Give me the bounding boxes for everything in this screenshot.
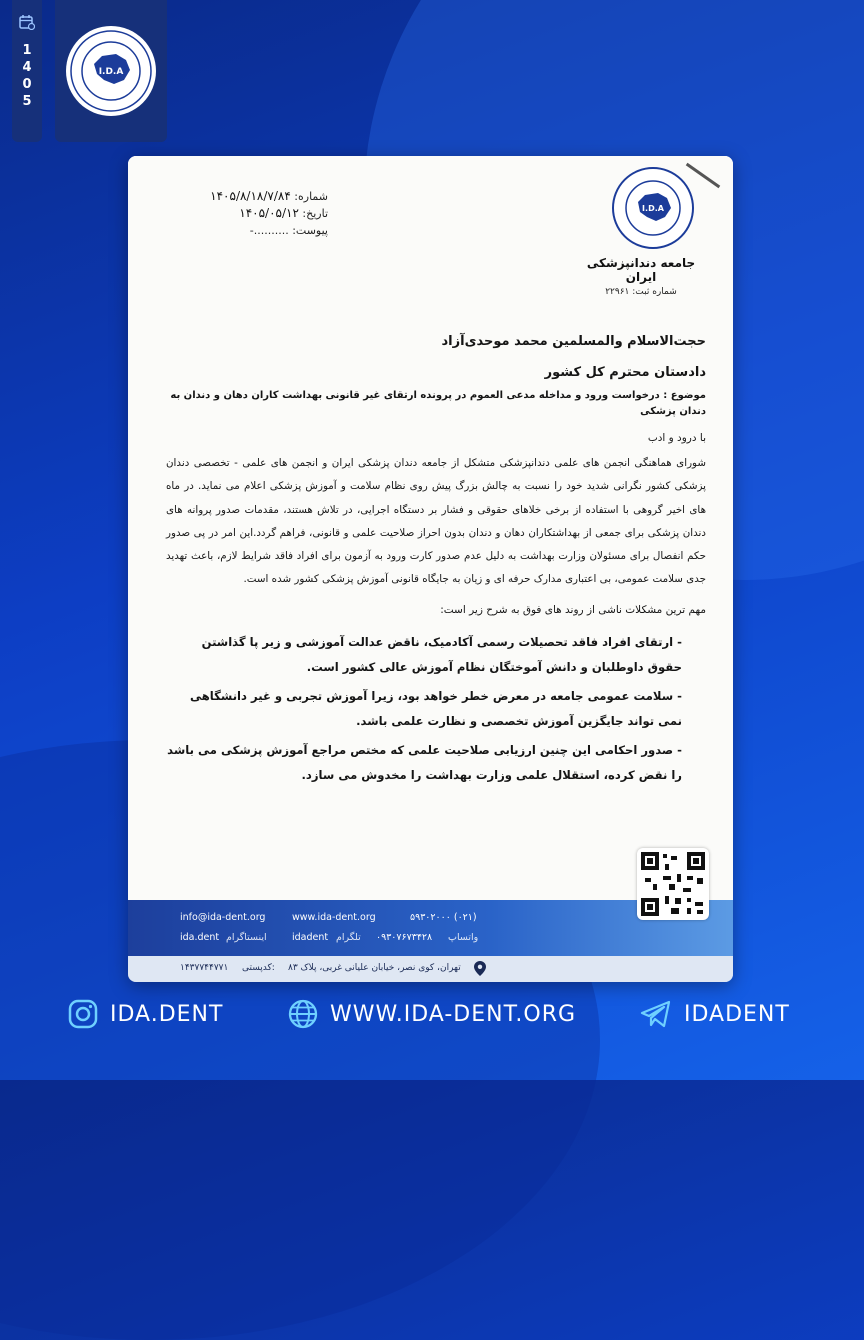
letter-meta	[168, 188, 328, 239]
letter-document	[128, 156, 733, 982]
logo-text: I.D.A	[98, 67, 124, 77]
footer-website: www.ida-dent.org	[292, 912, 376, 923]
year-digit: 4	[22, 60, 32, 75]
greeting: با درود و ادب	[647, 432, 706, 444]
footer-telegram-label: تلگرام	[336, 932, 361, 943]
website-url: WWW.IDA-DENT.ORG	[330, 1001, 577, 1027]
location-pin-icon	[474, 961, 486, 976]
letterhead	[571, 166, 711, 297]
number-value: ۱۴۰۵/۸/۱۸/۷/۸۴	[210, 189, 291, 203]
telegram-icon	[640, 1000, 672, 1028]
letter-body	[166, 334, 706, 792]
footer-whatsapp: ۰۹۳۰۷۶۷۳۴۲۸	[376, 932, 433, 943]
ida-logo-panel	[55, 0, 167, 142]
addressee-title: دادستان محترم کل کشور	[544, 365, 706, 380]
footer-phone: (۰۲۱) ۵۹۳۰۲۰۰۰	[410, 912, 477, 923]
attachment-label: پیوست:	[292, 224, 328, 237]
telegram-link[interactable]	[640, 996, 790, 1032]
year-digit: 0	[22, 77, 32, 92]
list-item: - ارتقای افراد فاقد تحصیلات رسمی آکادمیک، ناقض عدالت آموزشی و زیر پا گذاشتن حقوق داوطلبان و دانش آموختگان نظام آموزش عالی کشور است.	[166, 630, 682, 681]
calendar-icon	[12, 14, 42, 34]
footer-postal-code: ۱۴۳۷۷۴۴۷۷۱	[180, 963, 229, 973]
year-digit: 5	[22, 94, 32, 109]
qr-code	[637, 848, 709, 920]
ida-logo	[64, 24, 158, 118]
letter-footer	[128, 900, 733, 982]
addressee: حجت‌الاسلام والمسلمین محمد موحدی‌آزاد	[441, 334, 706, 349]
footer-postal-label: کدپستی:	[242, 963, 275, 973]
list-item: - صدور احکامی این چنین ارزیابی صلاحیت علمی که مختص مراجع آموزش پزشکی می باشد را نقض کرده، استقلال علمی وزارت بهداشت را مخدوش می سازد.	[166, 738, 682, 789]
org-registration: شماره ثبت: ۲۲۹۶۱	[605, 287, 677, 297]
footer-instagram-label: اینستاگرام	[226, 932, 267, 943]
attachment-value: ..........-	[249, 224, 289, 237]
footer-email: info@ida-dent.org	[180, 912, 266, 923]
instagram-icon	[68, 999, 98, 1029]
main-paragraph: شورای هماهنگی انجمن های علمی دندانپزشکی متشکل از جامعه دندان پزشکی ایران و انجمن های علمی - تخصصی دندان پزشکی کشور نگرانی شدید خود را نسبت به چالش بزرگ پیش روی نظام سلامت و آموزش پزشکی اعلام می نماید. در ماه های اخیر گروهی با استفاده از برخی خلاهای حقوقی و فشار بر دستگاه اجرایی، در تلاش هستند، مقدمات صدور پروانه های دندان پزشکی برای جمعی از بهداشتکاران دهان و دندان بدون احراز صلاحیت علمی و قانونی، فراهم گردد.این امر در پی صدور حکم انفصال برای مسئولان وزارت بهداشت به دلیل عدم صدور کارت ورود به آزمون برای افراد فاقد شرایط لازم، باعث تهدید جدی سلامت عمومی، بی اعتباری مدارک حرفه ای و زیان به جایگاه قانونی آموزش پزشکی کشور شده است.	[166, 457, 706, 586]
list-item: - سلامت عمومی جامعه در معرض خطر خواهد بود، زیرا آموزش تجربی و غیر دانشگاهی نمی تواند جایگزین آموزش تخصصی و نظارت علمی باشد.	[166, 684, 682, 735]
footer-address-strip	[128, 956, 733, 982]
footer-whatsapp-label: واتساپ	[448, 932, 479, 943]
instagram-handle: IDA.DENT	[110, 1001, 224, 1027]
issues-intro: مهم ترین مشکلات ناشی از روند های فوق به شرح زیر است:	[440, 603, 706, 616]
number-label: شماره:	[294, 190, 328, 203]
date-value: ۱۴۰۵/۰۵/۱۲	[239, 206, 299, 220]
globe-icon	[288, 999, 318, 1029]
org-name: جامعه دندانپزشکی ایران	[586, 256, 696, 284]
subject: موضوع : درخواست ورود و مداخله مدعی العموم در پرونده ارتقای غیر قانونی بهداشت کاران دهان و دندان به دندان پزشکی	[170, 390, 706, 417]
instagram-link[interactable]	[68, 996, 223, 1032]
date-label: تاریخ:	[302, 207, 328, 220]
telegram-handle: IDADENT	[684, 1001, 790, 1027]
ida-seal	[611, 166, 695, 250]
issues-list	[166, 630, 706, 789]
year-digit: 1	[22, 43, 32, 58]
footer-instagram: ida.dent	[180, 932, 220, 943]
svg-text:I.D.A: I.D.A	[642, 204, 664, 213]
footer-address: تهران، کوی نصر، خیابان علیانی غربی، پلاک ۸۳	[288, 963, 461, 973]
year-badge	[12, 0, 42, 142]
footer-telegram: idadent	[292, 932, 329, 943]
website-link[interactable]	[288, 996, 576, 1032]
